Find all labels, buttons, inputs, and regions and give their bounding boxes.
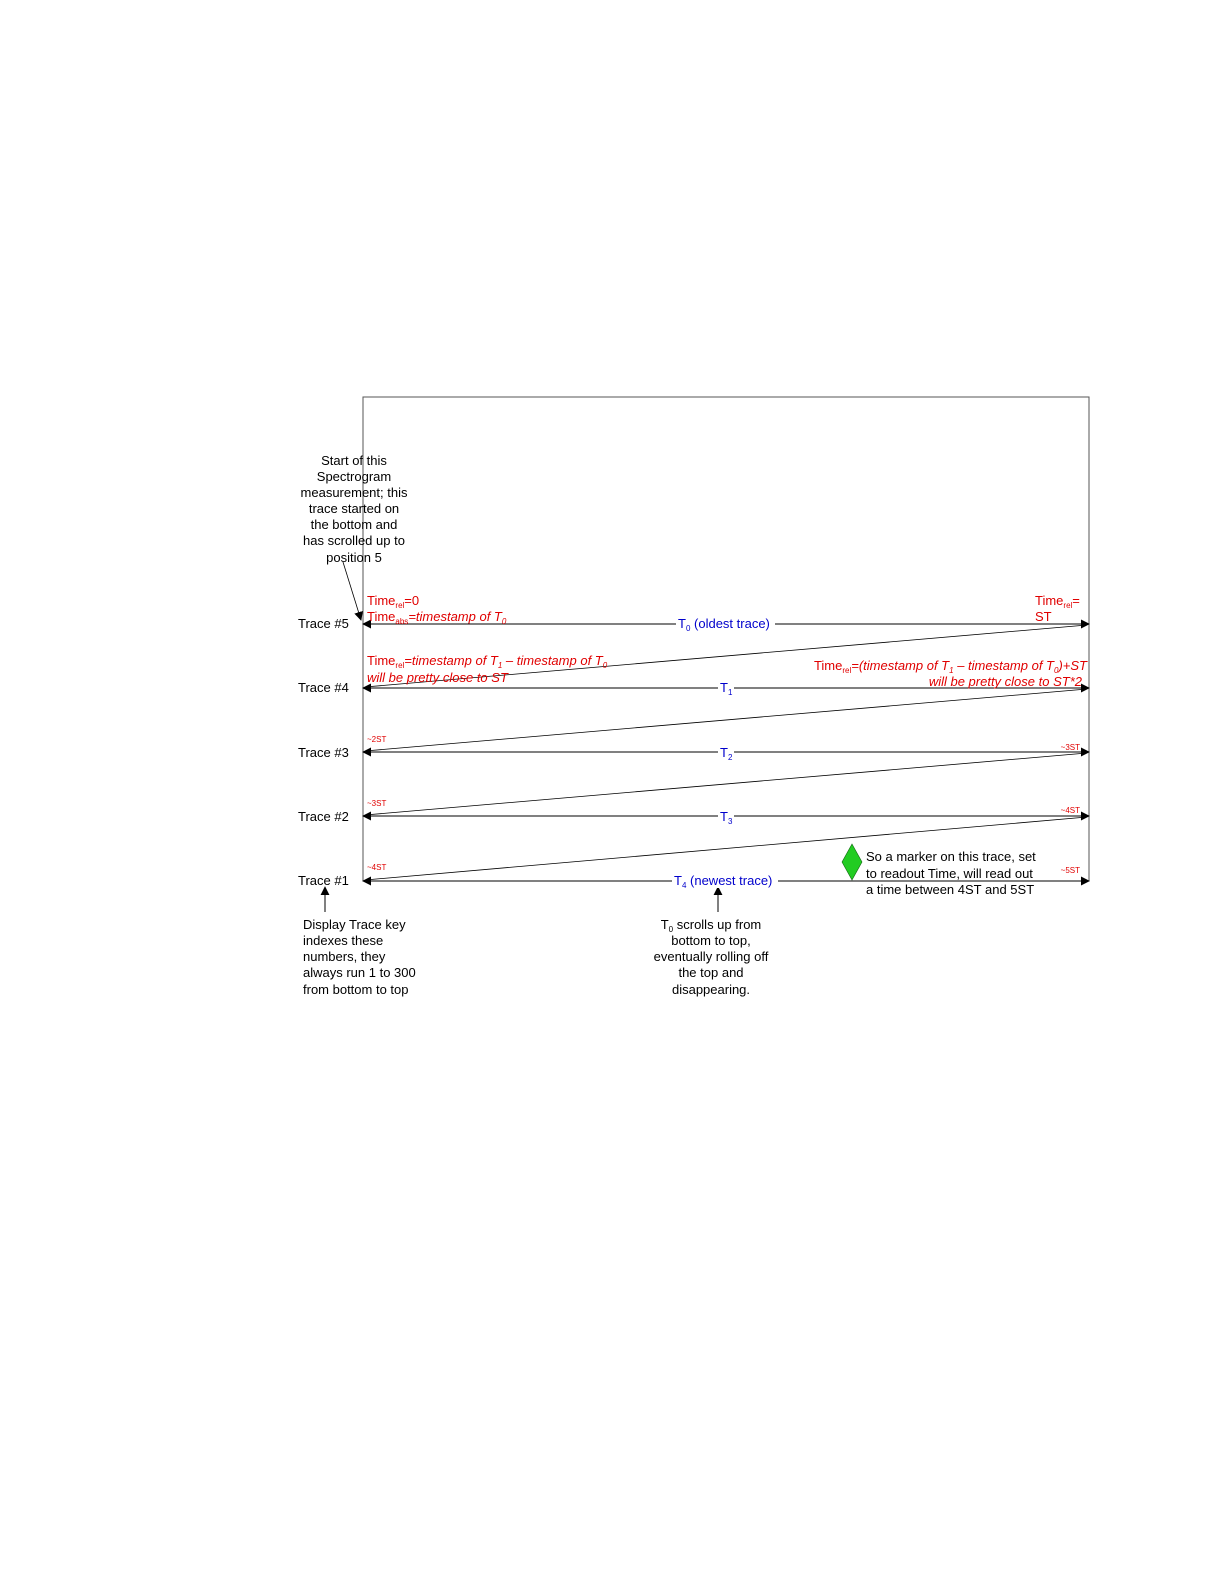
t2-left-approx: ~3ST [367,799,387,808]
scroll-note-line: the top and [678,965,744,980]
t4-time-rel-left: Time$_{rel}$=timestamp of $T_1$ – timestamp of $T_0$ [367,653,608,670]
scroll-note-line: $T_0$ scrolls up from [660,917,762,934]
t5-time-abs-left: Time$_{abs}$=timestamp of $T_0$ [367,609,507,626]
t5-st-right: ST [1035,609,1052,624]
start-note [301,453,408,565]
start-note-line: measurement; this [300,485,408,500]
marker-note [866,849,1036,897]
key-note [303,917,416,997]
marker-note-line: So a marker on this trace, set [866,849,1036,864]
trace-name-t2: $T_2$ [720,745,733,762]
t5-time-rel-right: Time$_{rel}$= [1035,593,1080,610]
t1-right-approx: ~5ST [1060,866,1080,875]
scroll-note-line: eventually rolling off [653,949,769,964]
key-note-line: numbers, they [303,949,386,964]
start-note-line: Start of this [321,453,387,468]
diagonal-3-to-2 [365,753,1087,815]
trace-name-t0: $T_0$ (oldest trace) [678,616,770,633]
start-note-line: has scrolled up to [303,533,405,548]
key-note-line: always run 1 to 300 [303,965,416,980]
start-note-line: position 5 [326,550,382,565]
start-note-line: the bottom and [310,517,398,532]
t5-time-rel-left: Time$_{rel}$=0 [367,593,420,610]
key-note-line: Display Trace key [303,917,406,932]
trace-name-t4: $T_4$ (newest trace) [674,873,773,890]
scroll-note [654,917,769,997]
marker-note-line: to readout Time, will read out [866,866,1033,881]
t2-right-approx: ~4ST [1060,806,1080,815]
trace-label-5: Trace #5 [298,616,349,631]
start-note-line: trace started on [308,501,400,516]
key-note-line: indexes these [303,933,384,948]
trace-label-2: Trace #2 [298,809,349,824]
t1-left-approx: ~4ST [367,863,387,872]
start-note-pointer [343,562,361,620]
trace-label-1: Trace #1 [298,873,349,888]
scroll-note-line: disappearing. [671,982,751,997]
diagonal-4-to-3 [365,689,1087,751]
t3-left-approx: ~2ST [367,735,387,744]
t4-close-to-st2-right: will be pretty close to ST*2 [928,674,1082,689]
trace-label-3: Trace #3 [298,745,349,760]
marker-note-line: a time between 4ST and 5ST [866,882,1035,897]
trace-name-t1: $T_1$ [720,680,733,697]
key-note-line: from bottom to top [303,982,409,997]
scroll-note-line: bottom to top, [671,933,751,948]
t4-time-rel-right: Time$_{rel}$=(timestamp of $T_1$ – timestamp of $T_0)+ST$ [813,658,1087,675]
t3-right-approx: ~3ST [1060,743,1080,752]
start-note-line: Spectrogram [316,469,392,484]
trace-label-4: Trace #4 [298,680,349,695]
trace-name-t3: $T_3$ [720,809,733,826]
marker-diamond-icon [842,844,862,880]
t4-close-to-st-left: will be pretty close to ST [367,670,508,685]
